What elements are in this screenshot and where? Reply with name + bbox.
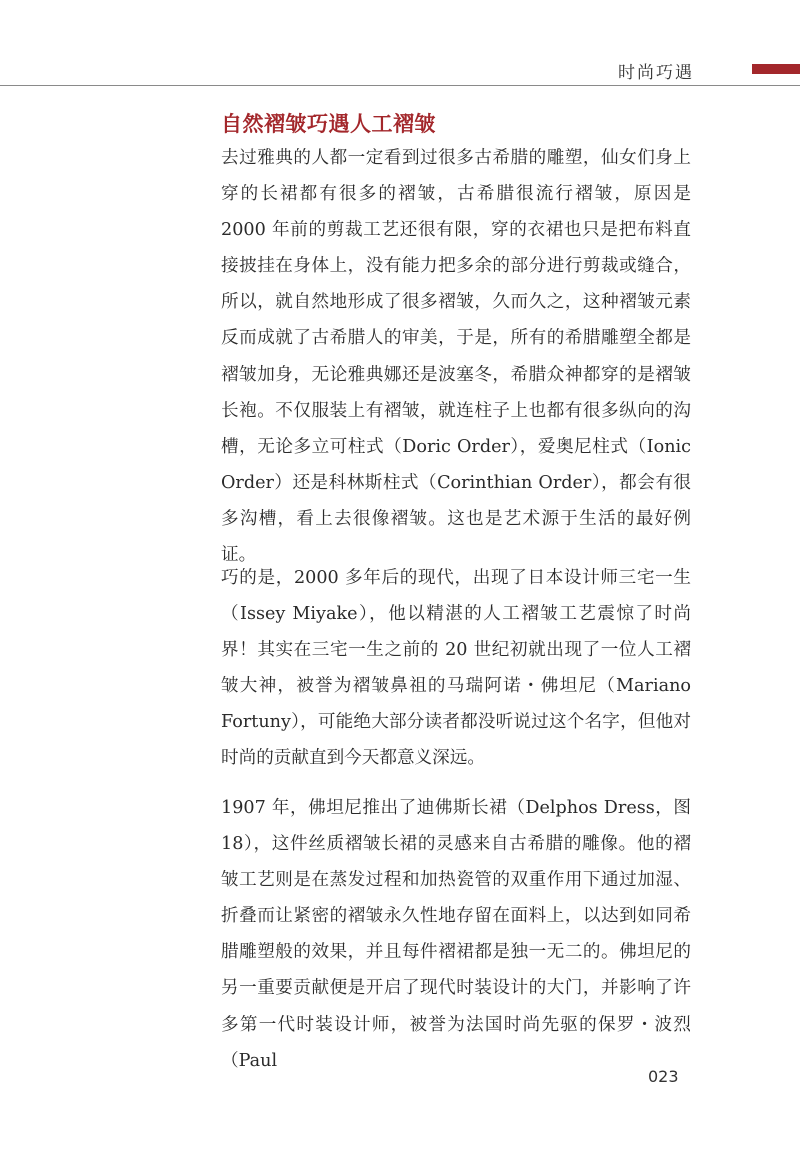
paragraph-1 — [221, 140, 691, 573]
header-rule — [0, 85, 800, 86]
paragraph-2 — [221, 560, 691, 777]
running-head: 时尚巧遇 — [618, 63, 694, 83]
section-title: 自然褶皱巧遇人工褶皱 — [221, 112, 436, 136]
paragraph-3 — [221, 790, 691, 1079]
header-accent-bar — [752, 64, 800, 74]
paragraph-1-text: 去过雅典的人都一定看到过很多古希腊的雕塑，仙女们身上穿的长裙都有很多的褶皱，古希腊很流行褶皱，原因是 2000 年前的剪裁工艺还很有限，穿的衣裙也只是把布料直接披挂在身体上，没有能力把多余的部分进行剪裁或缝合，所以，就自然地形成了很多褶皱，久而久之，这种褶皱元素反而成就了古希腊人的审美，于是，所有的希腊雕塑全都是褶皱加身，无论雅典娜还是波塞冬，希腊众神都穿的是褶皱长袍。不仅服装上有褶皱，就连柱子上也都有很多纵向的沟槽，无论多立可柱式（Doric Order），爱奥尼柱式（Ionic Order）还是科林斯柱式（Corinthian Order），都会有很多沟槽，看上去很像褶皱。这也是艺术源于生活的最好例证。 — [221, 148, 691, 566]
page-number: 023 — [648, 1067, 679, 1086]
paragraph-3-text: 1907 年，佛坦尼推出了迪佛斯长裙（Delphos Dress，图 18），这件丝质褶皱长裙的灵感来自古希腊的雕像。他的褶皱工艺则是在蒸发过程和加热瓷管的双重作用下通过加湿、折叠而让紧密的褶皱永久性地存留在面料上，以达到如同希腊雕塑般的效果，并且每件褶裙都是独一无二的。佛坦尼的另一重要贡献便是开启了现代时装设计的大门，并影响了许多第一代时装设计师，被誉为法国时尚先驱的保罗・波烈（Paul — [221, 798, 691, 1071]
paragraph-2-text: 巧的是，2000 多年后的现代，出现了日本设计师三宅一生（Issey Miyake），他以精湛的人工褶皱工艺震惊了时尚界！其实在三宅一生之前的 20 世纪初就出现了一位人工褶皱大神，被誉为褶皱鼻祖的马瑞阿诺・佛坦尼（Mariano Fortuny），可能绝大部分读者都没听说过这个名字，但他对时尚的贡献直到今天都意义深远。 — [221, 568, 691, 769]
